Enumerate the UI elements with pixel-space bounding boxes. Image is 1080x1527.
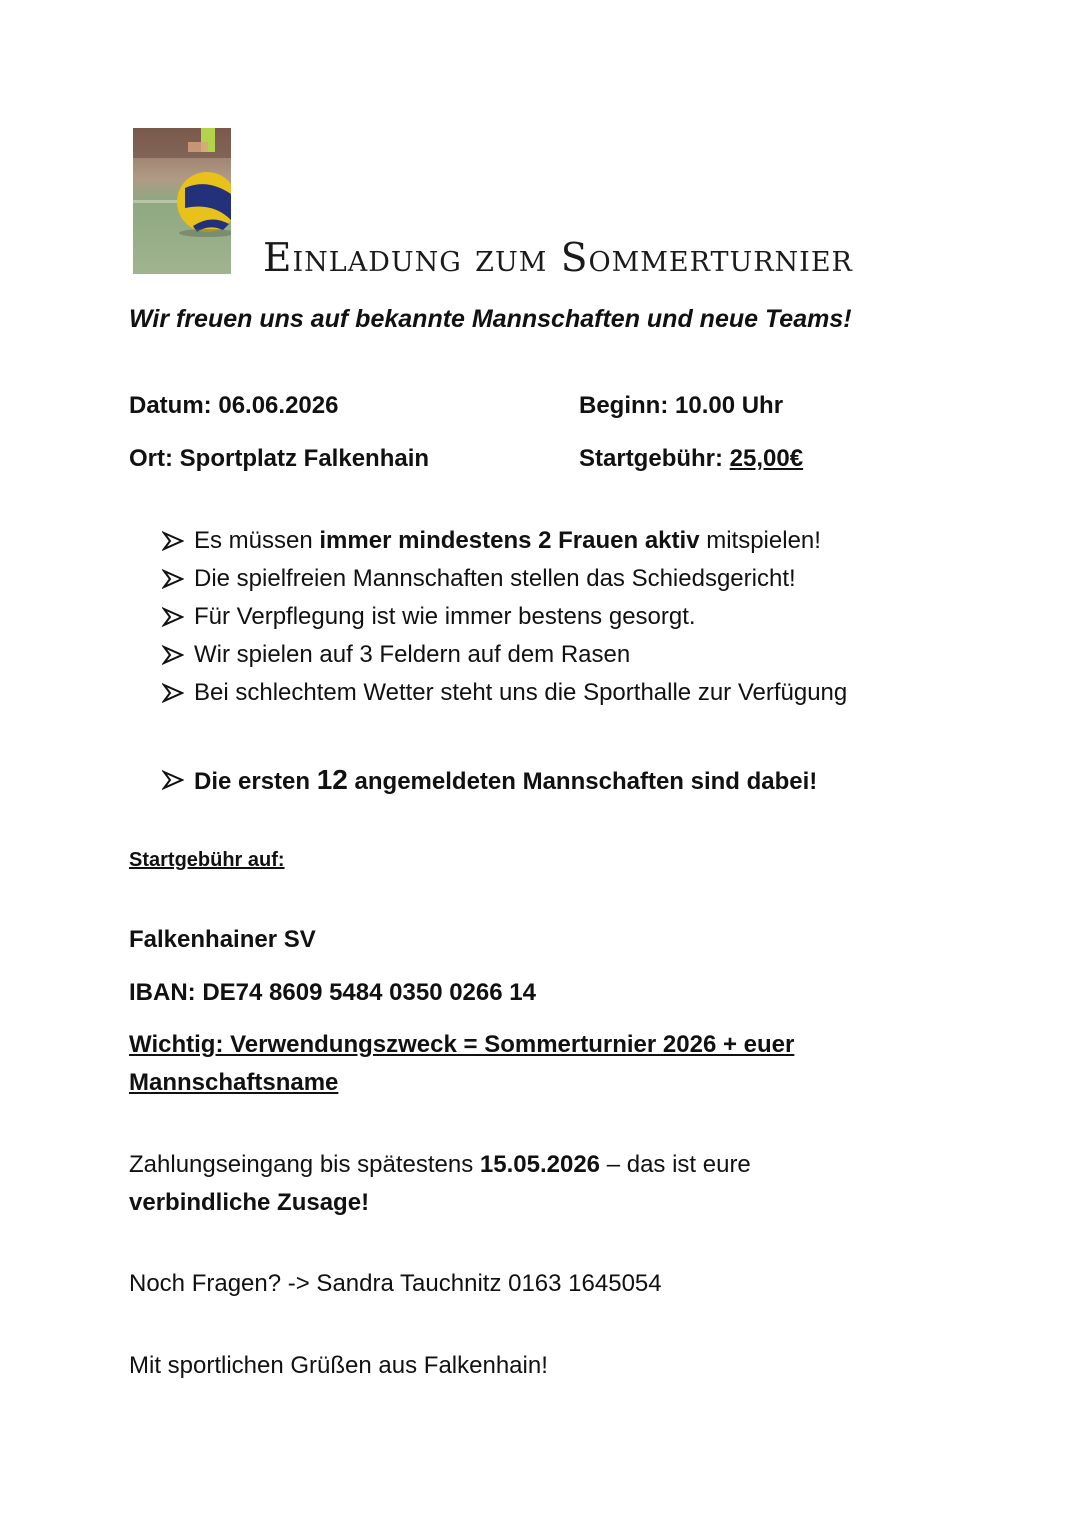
volleyball-photo bbox=[133, 128, 231, 274]
purpose-line-2: Mannschaftsname bbox=[129, 1069, 339, 1096]
date-value: 06.06.2026 bbox=[218, 392, 339, 419]
deadline-date: 15.05.2026 bbox=[479, 1151, 601, 1178]
list-item bbox=[162, 565, 796, 593]
payment-heading: Startgebühr auf: bbox=[129, 849, 285, 871]
list-item bbox=[162, 679, 847, 707]
location-label: Ort: bbox=[129, 445, 173, 472]
account-name: Falkenhainer SV bbox=[129, 926, 316, 953]
closing-line: Mit sportlichen Grüßen aus Falkenhain! bbox=[129, 1352, 548, 1379]
start-label: Beginn: bbox=[579, 392, 669, 419]
rule-text-end: mitspielen! bbox=[699, 527, 821, 554]
highlight-text-end: angemeldeten Mannschaften sind dabei! bbox=[347, 768, 818, 795]
deadline-line-1 bbox=[129, 1151, 751, 1179]
list-item bbox=[162, 603, 696, 631]
highlight-text: Die ersten bbox=[194, 768, 317, 795]
date-label: Datum: bbox=[129, 392, 212, 419]
fee-label: Startgebühr: bbox=[579, 445, 723, 472]
deadline-text-end: – das ist eure bbox=[600, 1151, 751, 1178]
rule-text: Wir spielen auf 3 Feldern auf dem Rasen bbox=[194, 641, 631, 668]
location-value: Sportplatz Falkenhain bbox=[179, 445, 430, 472]
rule-text: Die spielfreien Mannschaften stellen das Schiedsgericht! bbox=[194, 565, 796, 592]
highlight-item bbox=[162, 764, 817, 796]
start-time-info bbox=[579, 392, 783, 420]
arrow-bullet-icon bbox=[162, 531, 184, 551]
page-title: Einladung zum Sommerturnier bbox=[263, 236, 853, 281]
arrow-bullet-icon bbox=[162, 770, 184, 790]
contact-line: Noch Fragen? -> Sandra Tauchnitz 0163 1645054 bbox=[129, 1270, 662, 1297]
arrow-bullet-icon bbox=[162, 645, 184, 665]
fee-value: 25,00€ bbox=[729, 445, 804, 472]
location-info bbox=[129, 445, 429, 473]
list-item bbox=[162, 527, 821, 555]
arrow-bullet-icon bbox=[162, 569, 184, 589]
deadline-text: Zahlungseingang bis spätestens bbox=[129, 1151, 480, 1178]
purpose-line-1: Wichtig: Verwendungszweck = Sommerturnier 2026 + euer bbox=[129, 1031, 795, 1058]
fee-info bbox=[579, 445, 803, 473]
iban: IBAN: DE74 8609 5484 0350 0266 14 bbox=[129, 979, 536, 1006]
highlight-number: 12 bbox=[316, 764, 348, 795]
list-item bbox=[162, 641, 630, 669]
rule-emphasis: immer mindestens 2 Frauen aktiv bbox=[319, 527, 700, 554]
arrow-bullet-icon bbox=[162, 683, 184, 703]
rule-text: Bei schlechtem Wetter steht uns die Sporthalle zur Verfügung bbox=[194, 679, 848, 706]
arrow-bullet-icon bbox=[162, 607, 184, 627]
subtitle: Wir freuen uns auf bekannte Mannschaften und neue Teams! bbox=[129, 305, 852, 333]
rule-text: Für Verpflegung ist wie immer bestens gesorgt. bbox=[194, 603, 696, 630]
start-value: 10.00 Uhr bbox=[675, 392, 784, 419]
date-info bbox=[129, 392, 338, 420]
deadline-line-2: verbindliche Zusage! bbox=[129, 1189, 370, 1216]
rule-text: Es müssen bbox=[194, 527, 320, 554]
